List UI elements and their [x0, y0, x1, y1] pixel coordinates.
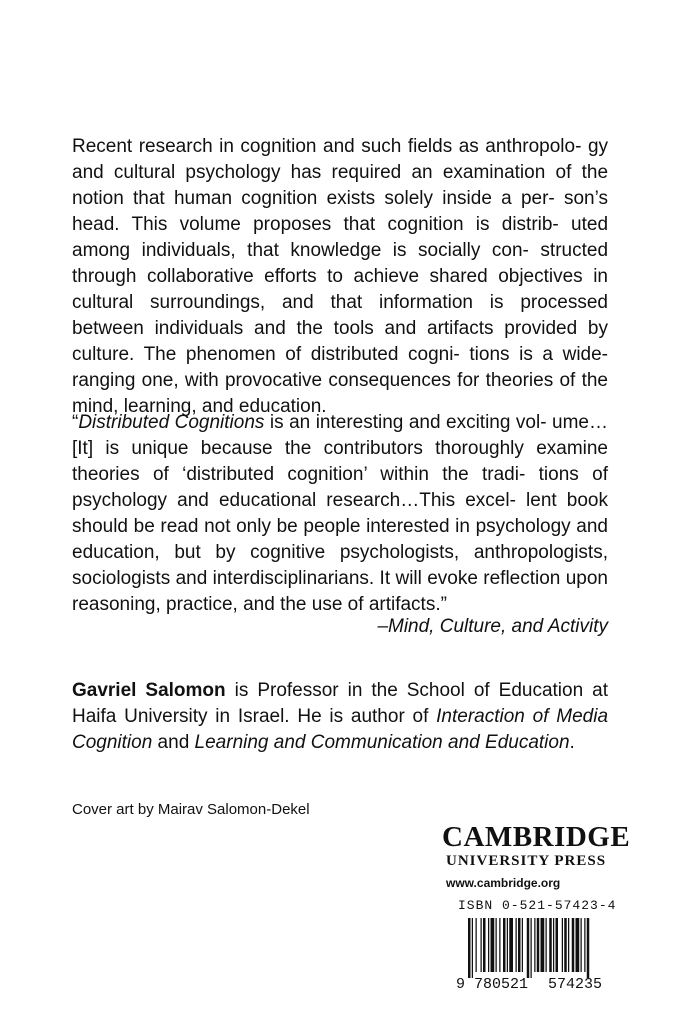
barcode-bar	[576, 918, 580, 972]
book-title: Media Cognition	[72, 706, 609, 753]
summary-line: provided by culture. The phenomen of distributed cogni-	[72, 318, 608, 365]
barcode-bar	[488, 918, 489, 972]
barcode-bar	[537, 918, 540, 972]
barcode-bar	[572, 918, 575, 972]
bio-text: and	[152, 732, 195, 753]
barcode-bar	[534, 918, 535, 972]
summary-line: processed between individuals and the tools and artifacts	[72, 292, 608, 339]
barcode-bar	[496, 918, 497, 972]
quote-line: psychology and education, but by cognitive psychologists,	[72, 516, 608, 563]
barcode-bar	[587, 918, 590, 978]
quote-line: is an interesting and exciting vol-	[264, 412, 547, 433]
summary-line: for theories of the mind, learning, and education.	[72, 370, 608, 417]
barcode-digits-left: 780521	[474, 976, 529, 992]
barcode-bar	[476, 918, 477, 972]
quote-line: tions of psychology and educational research…This excel-	[72, 464, 608, 511]
quote-line: lent book should be read not only be people interested in	[72, 490, 608, 537]
barcode-bar	[584, 918, 585, 972]
barcode-digits-right: 574235	[548, 976, 603, 992]
book-summary	[72, 134, 608, 420]
quote-line: anthropologists, sociologists and interdisciplinarians. It will	[72, 542, 608, 589]
barcode-bar	[522, 918, 523, 972]
isbn-number: ISBN 0-521-57423-4	[458, 898, 617, 913]
barcode-bar	[491, 918, 495, 972]
book-title: Learning and Communication and	[194, 732, 480, 753]
barcode-bar	[564, 918, 567, 972]
barcode-bar	[509, 918, 513, 972]
summary-line: son’s head. This volume proposes that cognition is distrib-	[72, 188, 608, 235]
author-name: Gavriel Salomon	[72, 680, 226, 701]
barcode-bar	[546, 918, 547, 972]
quote-line: artifacts.”	[368, 594, 447, 615]
barcode-bar	[472, 918, 473, 978]
summary-line: the notion that human cognition exists solely inside a per-	[72, 162, 609, 209]
book-title: Education	[485, 732, 570, 753]
barcode-bar	[531, 918, 532, 978]
barcode-bar	[468, 918, 471, 978]
bio-text: Haifa University in Israel. He is author of	[72, 706, 437, 727]
quote-line: examine theories of ‘distributed cognition’ within the tradi-	[72, 438, 609, 485]
author-bio	[72, 678, 608, 756]
summary-line: Recent research in cognition and such fields as anthropolo-	[72, 136, 582, 157]
publisher-logo	[436, 821, 631, 892]
book-title: Interaction of	[436, 706, 549, 727]
barcode-bar	[481, 918, 482, 972]
summary-line: tions is a wide-ranging one, with provocative consequences	[72, 344, 609, 391]
summary-line: structed through collaborative efforts to achieve shared	[72, 240, 609, 287]
barcode-bar	[581, 918, 582, 972]
barcode-bar	[562, 918, 563, 972]
summary-line: uted among individuals, that knowledge is socially con-	[72, 214, 609, 261]
barcode-bar	[503, 918, 506, 972]
publisher-subtitle: UNIVERSITY PRESS	[446, 853, 607, 869]
quote-line: ume…[It] is unique because the contributors thoroughly	[72, 412, 608, 459]
barcode-bar	[568, 918, 569, 972]
barcode-lead-digit: 9	[456, 976, 466, 992]
cover-art-credit: Cover art by Mairav Salomon-Dekel	[72, 801, 310, 818]
barcode-bar	[518, 918, 521, 972]
publisher-name: CAMBRIDGE	[442, 821, 631, 853]
barcode-bar	[507, 918, 508, 972]
bio-text: .	[569, 732, 575, 753]
barcode-bar	[553, 918, 554, 972]
barcode-bar	[541, 918, 545, 972]
barcode-bar	[527, 918, 530, 978]
barcode	[456, 916, 626, 992]
review-quote	[72, 410, 608, 618]
quote-attribution: –Mind, Culture, and Activity	[377, 616, 608, 637]
quote-open-mark: “	[72, 412, 79, 433]
barcode-bar	[483, 918, 486, 972]
summary-line: gy and cultural psychology has required an examination of	[72, 136, 609, 183]
bio-text: is Professor in the School of Education at	[225, 680, 608, 701]
quoted-book-title: Distributed Cognitions	[78, 412, 265, 433]
barcode-bar	[556, 918, 559, 972]
barcode-bars	[468, 918, 589, 978]
quote-line: evoke reflection upon reasoning, practice, and the use of	[72, 568, 608, 615]
summary-line: objectives in cultural surroundings, and that information is	[72, 266, 608, 313]
barcode-bar	[516, 918, 517, 972]
barcode-bar	[549, 918, 552, 972]
barcode-bar	[499, 918, 500, 972]
publisher-url: www.cambridge.org	[446, 876, 561, 890]
